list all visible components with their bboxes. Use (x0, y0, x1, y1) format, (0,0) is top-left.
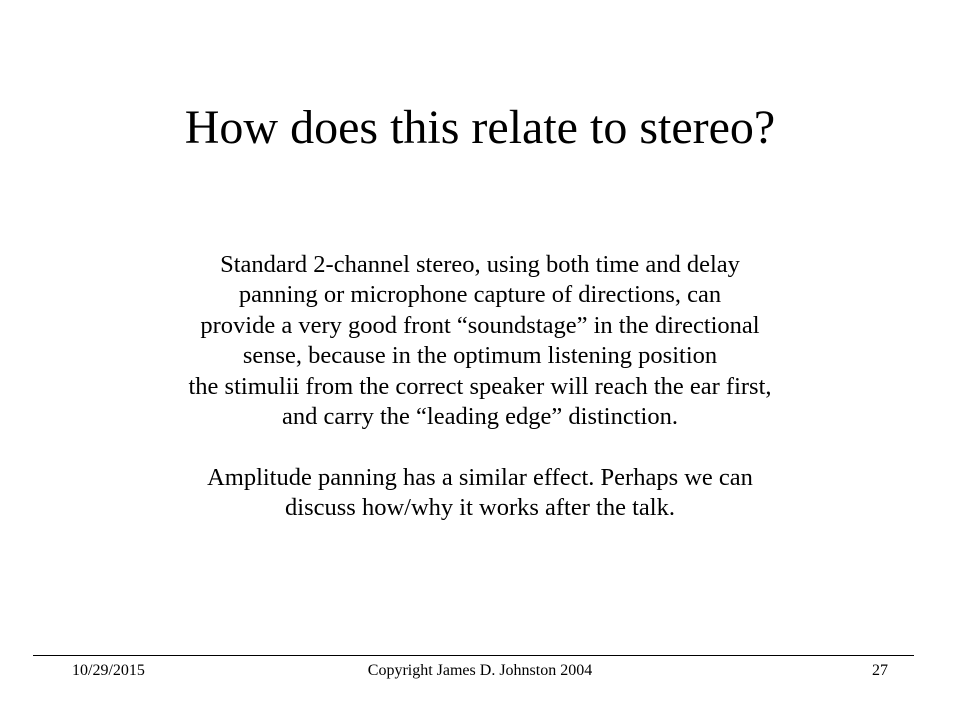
body-line: discuss how/why it works after the talk. (285, 494, 675, 522)
body-line: the stimulii from the correct speaker will reach the ear first, (188, 372, 772, 400)
body-line: and carry the “leading edge” distinction. (282, 403, 678, 431)
slide-title: How does this relate to stereo? (184, 101, 776, 154)
footer-copyright: Copyright James D. Johnston 2004 (367, 662, 593, 679)
body-line: provide a very good front “soundstage” in the directional (200, 311, 760, 339)
footer-page-number: 27 (872, 662, 888, 679)
body-line: panning or microphone capture of directions, can (238, 281, 722, 309)
body-line: Amplitude panning has a similar effect. Perhaps we can (207, 463, 753, 491)
body-line: sense, because in the optimum listening position (242, 342, 718, 370)
body-line: Standard 2-channel stereo, using both time and delay (220, 251, 740, 278)
paragraph-spacer (40, 432, 920, 462)
footer-divider (33, 655, 914, 656)
footer-date: 10/29/2015 (72, 662, 145, 679)
slide-body (40, 250, 920, 524)
